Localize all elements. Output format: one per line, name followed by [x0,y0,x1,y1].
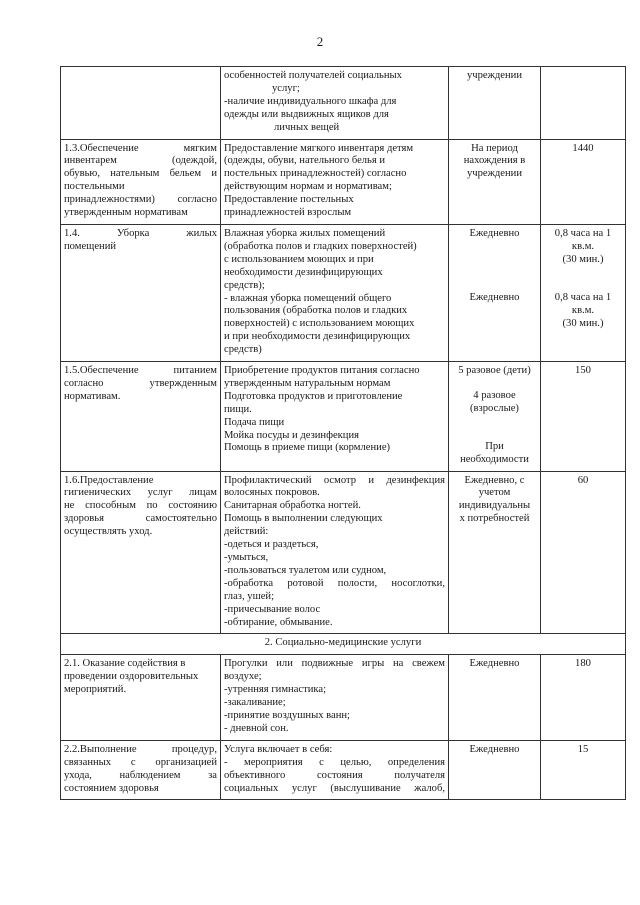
service-volume-cell: 0,8 часа на 1 кв.м. (30 мин.) 0,8 часа на 1 кв.м. (30 мин.) [541,224,626,361]
service-description-cell: Прогулки или подвижные игры на свежем воздухе; -утренняя гимнастика; -закаливание; -принятие воздушных ванн; - дневной сон. [221,655,449,740]
service-volume-cell: 150 [541,362,626,472]
service-description-cell: Влажная уборка жилых помещений (обработка полов и гладких поверхностей) с использованием моющих и при необходимости дезинфицирующих средств); - влажная уборка помещений общего пользования (обработка полов и гладких поверхностей) с использованием моющих и при необходимости дезинфицирующих средств) [221,224,449,361]
service-term-cell: На период нахождения в учреждении [449,139,541,224]
service-name-cell: 1.6.Предоставление гигиенических услуг лицам не способным по состоянию здоровья самостоятельно осуществлять уход. [61,471,221,634]
service-description-cell: Приобретение продуктов питания согласно утвержденным натуральным нормам Подготовка продуктов и приготовление пищи. Подача пищи Мойка посуды и дезинфекция Помощь в приеме пищи (кормление) [221,362,449,472]
section-heading: 2. Социально-медицинские услуги [61,634,626,655]
service-volume-cell: 1440 [541,139,626,224]
section-header-row [61,634,626,655]
service-term-cell: Ежедневно [449,740,541,800]
table-row [61,224,626,361]
table-row [61,139,626,224]
service-name-cell: 1.3.Обеспечение мягким инвентарем (одеждой, обувью, нательным бельем и постельными принадлежностями) согласно утвержденным нормативам [61,139,221,224]
service-name-cell: 1.5.Обеспечение питанием согласно утвержденным нормативам. [61,362,221,472]
service-description-cell: Услуга включает в себя: - мероприятия с целью, определения объективного состояния получателя социальных услуг (выслушивание жалоб, [221,740,449,800]
table-row [61,362,626,472]
service-volume-cell: 15 [541,740,626,800]
service-name-cell [61,67,221,140]
service-term-cell: Ежедневно Ежедневно [449,224,541,361]
service-name-cell: 1.4. Уборка жилых помещений [61,224,221,361]
service-description-cell: Профилактический осмотр и дезинфекция волосяных покровов. Санитарная обработка ногтей. Помощь в выполнении следующих действий: -одеться и раздеться, -умыться, -пользоваться туалетом или судном, -обработка ротовой полости, носоглотки, глаз, ушей; -причесывание волос -обтирание, обмывание. [221,471,449,634]
page-number: 2 [316,34,324,49]
service-term-cell: Ежедневно, с учетом индивидуальны х потребностей [449,471,541,634]
table-row [61,655,626,740]
service-term-cell: учреждении [449,67,541,140]
service-volume-cell [541,67,626,140]
service-volume-cell: 180 [541,655,626,740]
service-term-cell: Ежедневно [449,655,541,740]
service-name-cell: 2.2.Выполнение процедур, связанных с организацией ухода, наблюдением за состоянием здоровья [61,740,221,800]
table-row [61,67,626,140]
service-description-cell: особенностей получателей социальных услуг; -наличие индивидуального шкафа для одежды или выдвижных ящиков для личных вещей [221,67,449,140]
service-name-cell: 2.1. Оказание содействия в проведении оздоровительных мероприятий. [61,655,221,740]
services-table [60,66,626,800]
service-term-cell: 5 разовое (дети) 4 разовое (взрослые) При необходимости [449,362,541,472]
service-description-cell: Предоставление мягкого инвентаря детям (одежды, обуви, нательного белья и постельных принадлежностей) согласно действующим нормам и нормативам; Предоставление постельных принадлежностей взрослым [221,139,449,224]
service-volume-cell: 60 [541,471,626,634]
table-row [61,471,626,634]
table-row [61,740,626,800]
